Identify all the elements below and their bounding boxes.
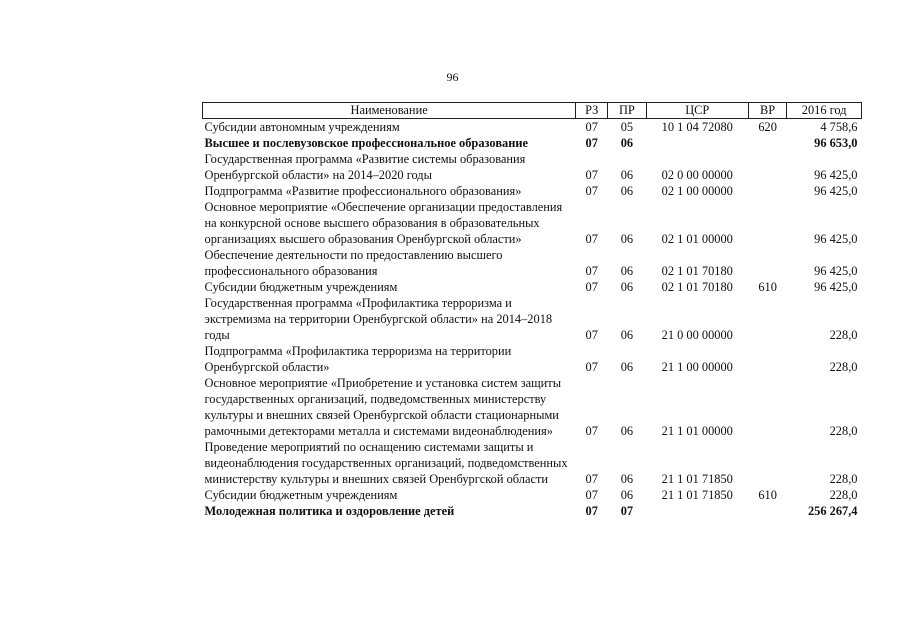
cell-name: Государственная программа «Профилактика терроризма и экстремизма на территории Оренбургской области» на 2014–2018 годы <box>204 296 553 342</box>
cell-csr: 02 1 00 00000 <box>661 184 733 198</box>
cell-name: Подпрограмма «Развитие профессионального образования» <box>204 184 522 198</box>
cell-pr: 06 <box>620 168 634 182</box>
cell-vr <box>748 199 786 247</box>
cell-vr <box>748 343 786 375</box>
cell-pr: 06 <box>620 136 634 150</box>
cell-vr: 610 <box>758 280 777 294</box>
cell-vr <box>748 295 786 343</box>
cell-sum: 4 758,6 <box>820 120 858 134</box>
cell-sum: 96 425,0 <box>814 184 858 198</box>
cell-name: Субсидии бюджетным учреждениям <box>204 488 398 502</box>
cell-csr: 02 1 01 70180 <box>661 264 733 278</box>
table-row <box>203 487 862 503</box>
cell-sum: 228,0 <box>829 424 858 438</box>
cell-name: Основное мероприятие «Приобретение и установка систем защиты государственных организаций, подведомственных министерству культуры и внешних связей Оренбургской области стационарными рамочными детекторами металла и системами видеонаблюдения» <box>204 376 562 438</box>
cell-vr <box>748 439 786 487</box>
cell-name: Подпрограмма «Профилактика терроризма на территории Оренбургской области» <box>204 344 512 374</box>
cell-rz: 07 <box>585 472 598 486</box>
header-year: 2016 год <box>787 103 862 119</box>
budget-table <box>202 102 862 519</box>
cell-vr <box>748 375 786 439</box>
cell-pr: 06 <box>620 184 634 198</box>
cell-csr: 02 1 01 70180 <box>661 280 733 294</box>
cell-vr <box>748 503 786 519</box>
table-row <box>203 295 862 343</box>
cell-vr <box>748 151 786 183</box>
cell-rz: 07 <box>585 424 598 438</box>
cell-pr: 07 <box>620 504 634 518</box>
table-row <box>203 151 862 183</box>
cell-pr: 06 <box>620 424 634 438</box>
cell-pr: 06 <box>620 360 634 374</box>
cell-pr: 05 <box>620 120 634 134</box>
cell-rz: 07 <box>585 504 598 518</box>
cell-name: Обеспечение деятельности по предоставлению высшего профессионального образования <box>204 248 503 278</box>
cell-sum: 96 425,0 <box>814 280 858 294</box>
cell-rz: 07 <box>585 136 598 150</box>
table-row <box>203 135 862 151</box>
cell-pr: 06 <box>620 328 634 342</box>
cell-pr: 06 <box>620 488 634 502</box>
cell-sum: 96 425,0 <box>814 264 858 278</box>
cell-rz: 07 <box>585 232 598 246</box>
table-row <box>203 439 862 487</box>
cell-sum: 228,0 <box>829 472 858 486</box>
cell-csr: 21 1 00 00000 <box>661 360 733 374</box>
cell-sum: 256 267,4 <box>807 504 858 518</box>
cell-name: Высшее и послевузовское профессиональное образование <box>204 136 528 150</box>
cell-name: Государственная программа «Развитие системы образования Оренбургской области» на 2014–2020 годы <box>204 152 526 182</box>
cell-pr: 06 <box>620 264 634 278</box>
cell-vr <box>748 135 786 151</box>
header-csr: ЦСР <box>646 103 748 119</box>
table-row <box>203 375 862 439</box>
cell-pr: 06 <box>620 280 634 294</box>
page-number: 96 <box>446 70 459 84</box>
cell-csr: 21 1 01 71850 <box>661 472 733 486</box>
cell-csr: 02 0 00 00000 <box>661 168 733 182</box>
table-row <box>203 199 862 247</box>
table-row <box>203 183 862 199</box>
cell-csr: 21 1 01 71850 <box>661 488 733 502</box>
cell-rz: 07 <box>585 264 598 278</box>
cell-rz: 07 <box>585 168 598 182</box>
cell-vr: 610 <box>758 488 777 502</box>
cell-pr: 06 <box>620 232 634 246</box>
table-row <box>203 119 862 136</box>
cell-rz: 07 <box>585 488 598 502</box>
cell-rz: 07 <box>585 120 598 134</box>
cell-sum: 228,0 <box>829 328 858 342</box>
cell-vr: 620 <box>758 120 777 134</box>
header-row <box>203 103 862 119</box>
cell-sum: 96 653,0 <box>814 136 858 150</box>
cell-sum: 96 425,0 <box>814 168 858 182</box>
table-header <box>203 103 862 119</box>
cell-rz: 07 <box>585 360 598 374</box>
header-vr: ВР <box>748 103 786 119</box>
table-row <box>203 503 862 519</box>
cell-csr: 02 1 01 00000 <box>661 232 733 246</box>
table-row <box>203 247 862 279</box>
table-row <box>203 343 862 375</box>
header-name: Наименование <box>203 103 576 119</box>
header-rz: РЗ <box>576 103 608 119</box>
cell-name: Проведение мероприятий по оснащению системами защиты и видеонаблюдения государственных организаций, подведомственных министерству культуры и внешних связей Оренбургской области <box>204 440 568 486</box>
cell-sum: 96 425,0 <box>814 232 858 246</box>
cell-name: Субсидии автономным учреждениям <box>204 120 400 134</box>
cell-csr: 21 1 01 00000 <box>661 424 733 438</box>
cell-name: Молодежная политика и оздоровление детей <box>204 504 455 518</box>
table-row <box>203 279 862 295</box>
cell-vr <box>748 247 786 279</box>
cell-name: Основное мероприятие «Обеспечение организации предоставления на конкурсной основе высшего образования в образовательных организациях высшего образования Оренбургской области» <box>204 200 563 246</box>
cell-rz: 07 <box>585 280 598 294</box>
cell-rz: 07 <box>585 328 598 342</box>
cell-sum: 228,0 <box>829 488 858 502</box>
cell-rz: 07 <box>585 184 598 198</box>
cell-csr: 10 1 04 72080 <box>661 120 733 134</box>
cell-vr <box>748 183 786 199</box>
cell-name: Субсидии бюджетным учреждениям <box>204 280 398 294</box>
cell-csr: 21 0 00 00000 <box>661 328 733 342</box>
table-body <box>203 119 862 520</box>
cell-csr <box>646 135 748 151</box>
cell-csr <box>646 503 748 519</box>
cell-sum: 228,0 <box>829 360 858 374</box>
header-pr: ПР <box>608 103 646 119</box>
cell-pr: 06 <box>620 472 634 486</box>
